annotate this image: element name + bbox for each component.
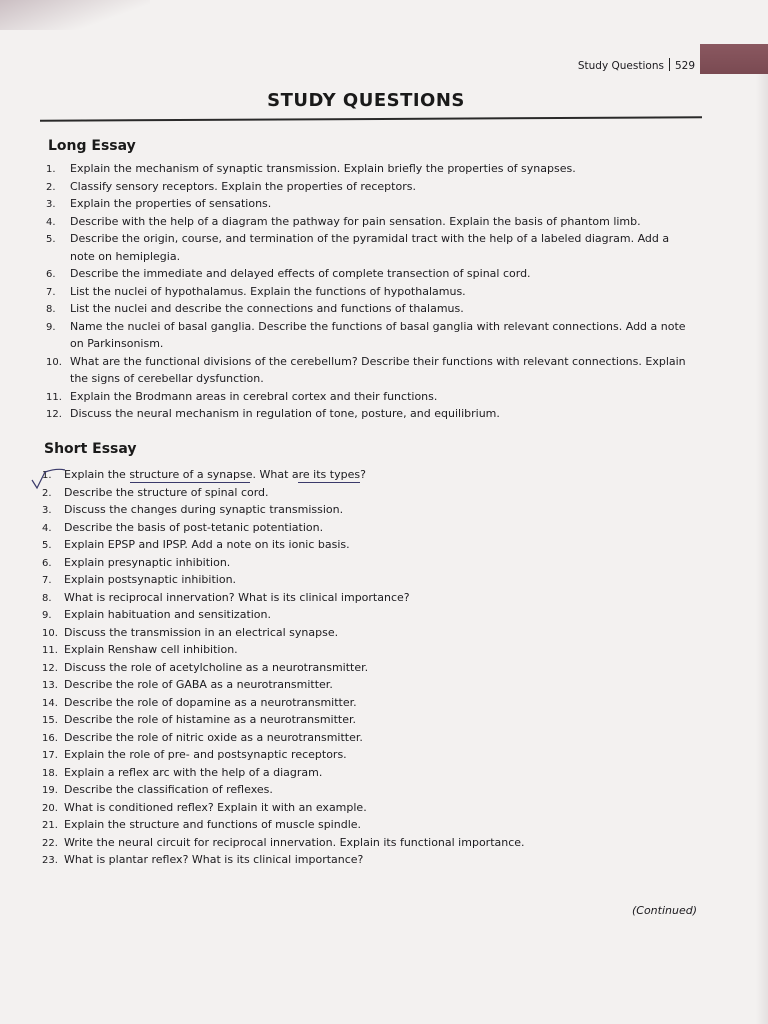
question-item [42, 659, 692, 677]
question-text: Describe with the help of a diagram the pathway for pain sensation. Explain the basis of phantom limb. [70, 214, 641, 228]
question-text: Describe the basis of post-tetanic potentiation. [64, 520, 324, 534]
question-text: Describe the role of histamine as a neurotransmitter. [64, 713, 357, 726]
question-item [42, 519, 692, 537]
question-item [42, 746, 692, 764]
question-text: Explain EPSP and IPSP. Add a note on its ionic basis. [64, 538, 350, 551]
question-number: 5. [46, 234, 56, 245]
question-number: 18. [42, 767, 58, 779]
question-number: 14. [42, 697, 58, 709]
question-number: 11. [42, 645, 58, 656]
question-text: Explain the properties of sensations. [70, 197, 272, 210]
question-number: 13. [42, 680, 58, 691]
question-item [42, 501, 692, 519]
short-essay-list [42, 466, 692, 869]
question-number: 12. [46, 409, 62, 420]
question-item [42, 571, 692, 589]
question-item [46, 300, 696, 318]
question-number: 2. [46, 181, 56, 193]
running-title: Study Questions [577, 60, 664, 72]
question-text: Discuss the neural mechanism in regulation of tone, posture, and equilibrium. [70, 407, 500, 420]
page-edge-shading [756, 74, 768, 1024]
question-item [42, 694, 692, 712]
question-number: 10. [46, 356, 62, 368]
question-number: 7. [46, 286, 56, 298]
header-separator [669, 58, 670, 71]
chapter-edge-tab [700, 44, 768, 74]
question-item [46, 283, 696, 301]
question-text: Describe the role of GABA as a neurotransmitter. [64, 678, 333, 691]
question-item [46, 195, 696, 213]
question-number: 1. [46, 164, 56, 175]
question-text: Discuss the changes during synaptic transmission. [64, 503, 344, 516]
question-number: 12. [42, 662, 58, 674]
question-text: Write the neural circuit for reciprocal innervation. Explain its functional importance. [64, 835, 525, 849]
question-number: 11. [46, 391, 62, 403]
question-text: Describe the immediate and delayed effects of complete transection of spinal cord. [70, 267, 531, 280]
question-item [42, 799, 692, 817]
question-text: Discuss the role of acetylcholine as a neurotransmitter. [64, 660, 369, 674]
question-text: Explain habituation and sensitization. [64, 608, 272, 621]
question-number: 2. [42, 487, 52, 499]
handwritten-tick-mark [31, 468, 71, 490]
question-item [42, 466, 692, 484]
question-number: 6. [42, 557, 52, 569]
question-item [42, 764, 692, 782]
question-item [46, 160, 696, 178]
question-number: 19. [42, 785, 58, 796]
question-text: What is conditioned reflex? Explain it with an example. [64, 800, 367, 814]
question-text: What is reciprocal innervation? What is its clinical importance? [64, 590, 410, 604]
question-number: 3. [42, 505, 52, 516]
question-text: Explain presynaptic inhibition. [64, 555, 231, 569]
question-number: 10. [42, 627, 58, 639]
handwritten-underline [130, 482, 250, 483]
page-corner-shadow [0, 0, 150, 30]
question-text: Classify sensory receptors. Explain the properties of receptors. [70, 179, 416, 193]
question-item [46, 353, 696, 388]
question-text: Describe the structure of spinal cord. [64, 485, 269, 499]
question-text: Explain Renshaw cell inhibition. [64, 643, 238, 656]
question-number: 20. [42, 802, 58, 814]
long-essay-list [46, 160, 696, 423]
long-essay-heading: Long Essay [48, 138, 136, 154]
question-number: 17. [42, 750, 58, 761]
question-item [42, 816, 692, 834]
question-item [42, 641, 692, 659]
question-item [42, 729, 692, 747]
question-item [46, 388, 696, 406]
question-text: Describe the classification of reflexes. [64, 783, 273, 796]
question-number: 5. [42, 540, 52, 551]
question-number: 3. [46, 199, 56, 210]
question-text: List the nuclei and describe the connections and functions of thalamus. [70, 302, 464, 315]
question-number: 15. [42, 715, 58, 726]
question-text: Explain a reflex arc with the help of a diagram. [64, 765, 323, 779]
question-number: 9. [42, 610, 52, 621]
question-text: Explain the Brodmann areas in cerebral cortex and their functions. [70, 389, 438, 403]
question-number: 4. [46, 216, 56, 228]
question-item [42, 676, 692, 694]
question-number: 16. [42, 732, 58, 744]
question-number: 8. [42, 592, 52, 604]
question-text: Name the nuclei of basal ganglia. Describe the functions of basal ganglia with relevant connections. Add a note on Parkinsonism. [70, 319, 686, 350]
question-text: Describe the role of nitric oxide as a neurotransmitter. [64, 730, 363, 744]
question-number: 9. [46, 321, 56, 333]
question-text: Describe the role of dopamine as a neurotransmitter. [64, 695, 357, 709]
question-text: What are the functional divisions of the cerebellum? Describe their functions with relevant connections. Explain the signs of cerebellar dysfunction. [70, 354, 686, 385]
question-text: What is plantar reflex? What is its clinical importance? [64, 853, 364, 866]
question-item [42, 711, 692, 729]
question-item [42, 589, 692, 607]
question-item [42, 781, 692, 799]
running-header [545, 58, 695, 72]
title-rule [40, 116, 702, 121]
question-number: 22. [42, 837, 58, 849]
question-number: 8. [46, 304, 56, 315]
page-title: STUDY QUESTIONS [267, 90, 465, 111]
question-item [46, 230, 696, 265]
question-text: Explain the structure and functions of muscle spindle. [64, 818, 362, 831]
question-item [42, 834, 692, 852]
question-text: Describe the origin, course, and termination of the pyramidal tract with the help of a labeled diagram. Add a note on hemiplegia. [70, 232, 670, 263]
question-text: Explain the mechanism of synaptic transmission. Explain briefly the properties of synapses. [70, 162, 576, 175]
question-item [42, 606, 692, 624]
question-text: Explain the structure of a synapse. What are its types? [64, 468, 366, 481]
continued-note: (Continued) [631, 904, 697, 917]
question-item [46, 318, 696, 353]
question-item [42, 484, 692, 502]
question-number: 23. [42, 855, 58, 866]
question-text: Explain postsynaptic inhibition. [64, 573, 237, 586]
question-item [46, 265, 696, 283]
question-number: 4. [42, 522, 52, 534]
question-number: 6. [46, 269, 56, 280]
question-text: Explain the role of pre- and postsynaptic receptors. [64, 748, 347, 761]
question-item [42, 851, 692, 869]
question-text: List the nuclei of hypothalamus. Explain the functions of hypothalamus. [70, 284, 466, 298]
handwritten-underline [298, 482, 360, 483]
short-essay-heading: Short Essay [44, 441, 137, 457]
page-number: 529 [674, 60, 695, 72]
question-text: Discuss the transmission in an electrical synapse. [64, 625, 339, 639]
question-number: 7. [42, 575, 52, 586]
question-item [46, 405, 696, 423]
question-number: 21. [42, 820, 58, 831]
question-number: 1. [42, 470, 52, 481]
question-item [46, 213, 696, 231]
question-item [42, 624, 692, 642]
question-item [46, 178, 696, 196]
question-item [42, 536, 692, 554]
question-item [42, 554, 692, 572]
